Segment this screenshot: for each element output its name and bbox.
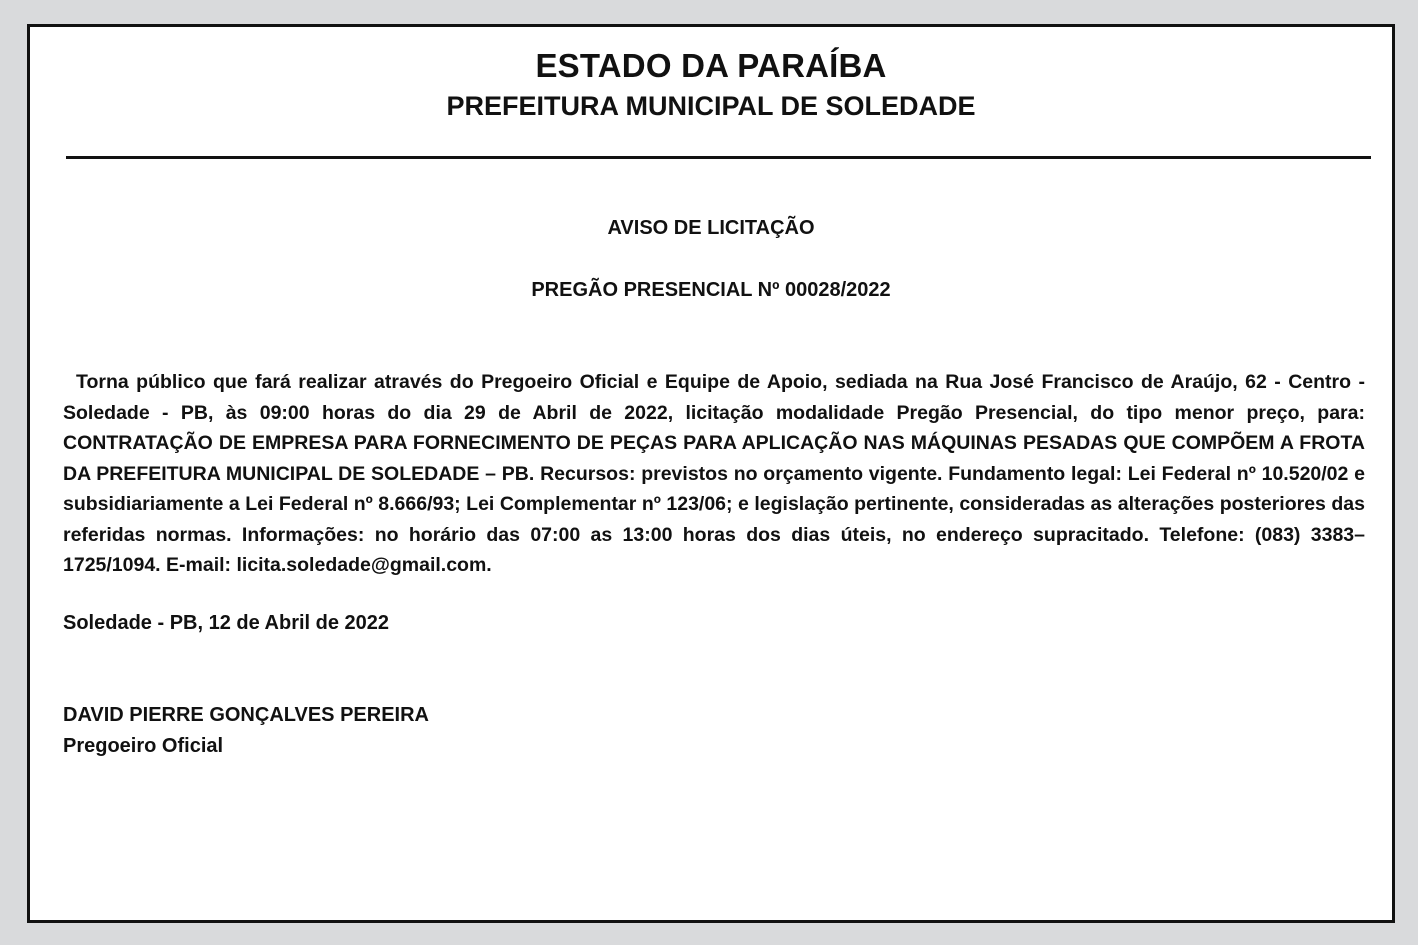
header-divider <box>66 156 1371 159</box>
process-number: PREGÃO PRESENCIAL Nº 00028/2022 <box>531 279 891 301</box>
place-date: Soledade - PB, 12 de Abril de 2022 <box>63 612 390 634</box>
notice-body: Torna público que fará realizar através do Pregoeiro Oficial e Equipe de Apoio, sediada na Rua José Francisco de Araújo, 62 - Centro - Soledade - PB, às 09:00 horas do dia 29 de Abril de 2022, licitação modalidade Pregão Presencial, do tipo menor preço, para: CONTRATAÇÃO DE EMPRESA PARA FORNECIMENTO DE PEÇAS PARA APLICAÇÃO NAS MÁQUINAS PESADAS QUE COMPÕEM A FROTA DA PREFEITURA MUNICIPAL DE SOLEDADE – PB. Recursos: previstos no orçamento vigente. Fundamento legal: Lei Federal nº 10.520/02 e subsidiariamente a Lei Federal nº 8.666/93; Lei Complementar nº 123/06; e legislação pertinente, consideradas as alterações posteriores das referidas normas. Informações: no horário das 07:00 as 13:00 horas dos dias úteis, no endereço supracitado. Telefone: (083) 3383–1725/1094. E-mail: licita.soledade@gmail.com. <box>63 371 1365 576</box>
notice-title: AVISO DE LICITAÇÃO <box>607 217 815 239</box>
signer-name: DAVID PIERRE GONÇALVES PEREIRA <box>63 704 429 726</box>
state-title: ESTADO DA PARAÍBA <box>535 47 887 84</box>
municipality-title: PREFEITURA MUNICIPAL DE SOLEDADE <box>446 91 976 121</box>
signer-role: Pregoeiro Oficial <box>63 735 224 757</box>
notice-document <box>27 24 1395 923</box>
